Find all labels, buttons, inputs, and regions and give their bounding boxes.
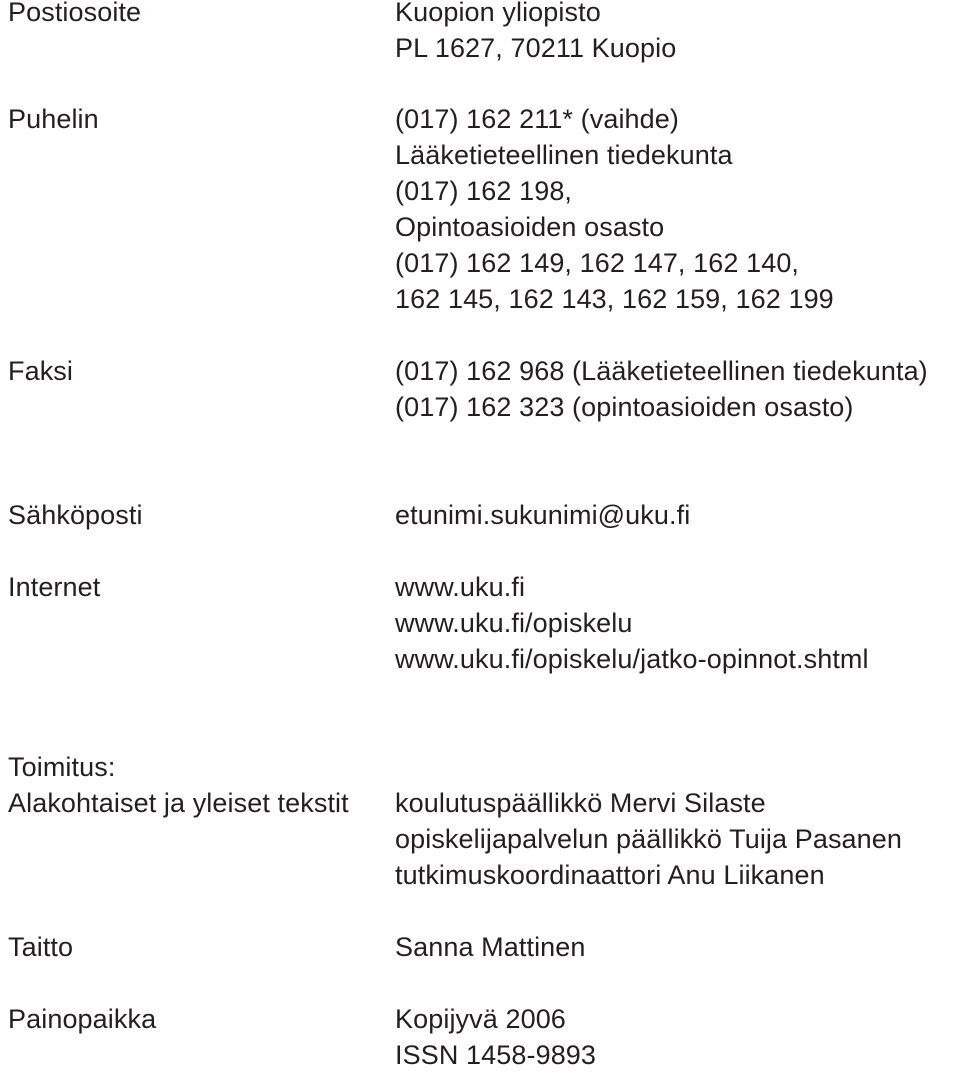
- editor-name: opiskelijapalvelun päällikkö Tuija Pasanen: [395, 824, 903, 854]
- layout-label: Taitto: [8, 932, 74, 962]
- fax-line: (017) 162 968 (Lääketieteellinen tiedekunta): [395, 356, 928, 386]
- editor-name: koulutuspäällikkö Mervi Silaste: [395, 788, 766, 818]
- phone-label: Puhelin: [8, 104, 99, 134]
- phone-line: 162 145, 162 143, 162 159, 162 199: [395, 284, 834, 314]
- postal-address-line: Kuopion yliopisto: [395, 0, 601, 27]
- internet-link[interactable]: www.uku.fi/opiskelu/jatko-opinnot.shtml: [395, 644, 869, 674]
- internet-link[interactable]: www.uku.fi/opiskelu: [395, 608, 633, 638]
- phone-line: Opintoasioiden osasto: [395, 212, 665, 242]
- layout-credit-name: Sanna Mattinen: [395, 932, 586, 962]
- printing-label: Painopaikka: [8, 1004, 157, 1034]
- email-label: Sähköposti: [8, 500, 143, 530]
- postal-address-label: Postiosoite: [8, 0, 142, 27]
- fax-label: Faksi: [8, 356, 74, 386]
- email-address[interactable]: etunimi.sukunimi@uku.fi: [395, 500, 691, 530]
- phone-line: (017) 162 149, 162 147, 162 140,: [395, 248, 800, 278]
- phone-line: (017) 162 211* (vaihde): [395, 104, 679, 134]
- postal-address-line: PL 1627, 70211 Kuopio: [395, 33, 677, 63]
- internet-label: Internet: [8, 572, 101, 602]
- internet-link[interactable]: www.uku.fi: [395, 572, 526, 602]
- editing-label: Alakohtaiset ja yleiset tekstit: [8, 788, 349, 818]
- printing-line: Kopijyvä 2006: [395, 1004, 566, 1034]
- printing-line: ISSN 1458-9893: [395, 1040, 597, 1070]
- fax-line: (017) 162 323 (opintoasioiden osasto): [395, 392, 854, 422]
- phone-line: Lääketieteellinen tiedekunta: [395, 140, 733, 170]
- editing-heading: Toimitus:: [8, 752, 116, 782]
- phone-line: (017) 162 198,: [395, 176, 573, 206]
- editor-name: tutkimuskoordinaattori Anu Liikanen: [395, 860, 825, 890]
